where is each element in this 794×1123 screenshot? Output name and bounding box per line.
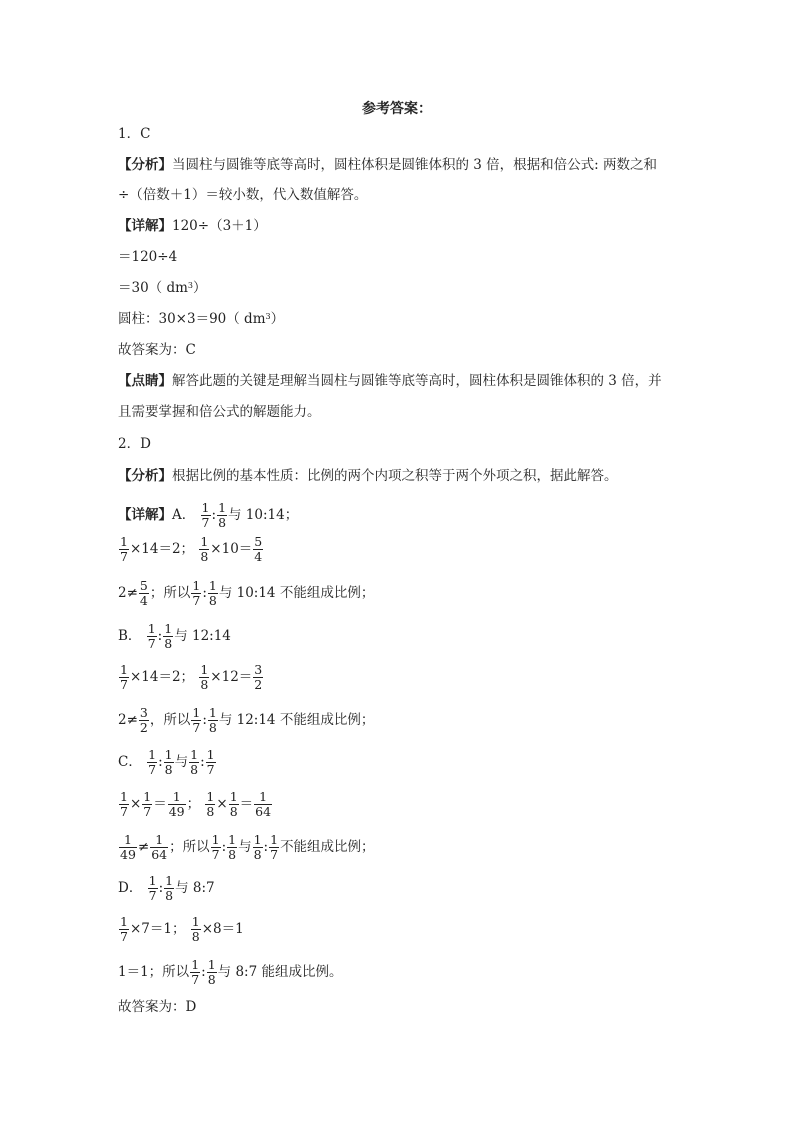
- q2-c-calc: $\frac{1}{7}$ × $\frac{1}{7}$ ＝ $\frac{1}{49}$ ； $\frac{1}{8}$ × $\frac{1}{8}$ ＝ $\frac{1}{64}$: [120, 789, 272, 819]
- q2-a-calc: $\frac{1}{7}$ ×14＝2； $\frac{1}{8}$ ×10＝ $\frac{5}{4}$: [120, 534, 263, 564]
- q2-b-calc: $\frac{1}{7}$ ×14＝2； $\frac{1}{8}$ ×12＝ $\frac{3}{2}$: [120, 662, 263, 692]
- q1-analysis: [118, 155, 657, 175]
- page-title: 参考答案：: [362, 101, 432, 117]
- analysis-tag: 【分析】: [118, 157, 172, 173]
- q1-comment-line1: 解答此题的关键是理解当圆柱与圆锥等底等高时，圆柱体积是圆锥体积的 3 倍，并: [172, 373, 662, 389]
- q1-analysis-line1: 当圆柱与圆锥等底等高时，圆柱体积是圆锥体积的 3 倍，根据和倍公式: 两数之和: [172, 157, 658, 173]
- q1-cylinder: 圆柱：30×3＝90（ $dm^3$）: [118, 311, 285, 327]
- q2-option-d: D． $\frac{1}{7}$ : $\frac{1}{8}$ 与 8:7: [118, 873, 215, 903]
- q2-b-conclusion: 2≠ $\frac{3}{2}$ ，所以 $\frac{1}{7}$ : $\frac{1}{8}$ 与 12:14 不能组成比例；: [118, 705, 375, 735]
- q1-detail: [118, 216, 267, 236]
- q1-analysis-line2: ÷（倍数＋1）＝较小数，代入数值解答。: [118, 187, 368, 203]
- q2-analysis: 【分析】根据比例的基本性质：比例的两个内项之积等于两个外项之积，据此解答。: [118, 468, 618, 484]
- q2-option-b: B． $\frac{1}{7}$ : $\frac{1}{8}$ 与 12:14: [118, 621, 231, 651]
- detail-tag: 【详解】: [118, 218, 172, 234]
- q1-step3: ＝30（ $dm^3$）: [118, 280, 207, 296]
- q2-option-c: C． $\frac{1}{7}$ : $\frac{1}{8}$ 与 $\frac{1}{8}$ : $\frac{1}{7}$: [118, 747, 215, 777]
- q1-comment-line2: 且需要掌握和倍公式的解题能力。: [118, 404, 321, 420]
- q2-a-conclusion: 2≠ $\frac{5}{4}$ ；所以 $\frac{1}{7}$ : $\frac{1}{8}$ 与 10:14 不能组成比例；: [118, 578, 375, 608]
- q1-comment: [118, 371, 662, 391]
- q1-number: 1．C: [118, 126, 151, 142]
- q2-c-conclusion: $\frac{1}{49}$ ≠ $\frac{1}{64}$ ；所以 $\frac{1}{7}$ : $\frac{1}{8}$ 与 $\frac{1}{8}$ : $\frac{1}{7}$ 不能组成比例；: [120, 832, 375, 862]
- comment-tag: 【点睛】: [118, 373, 172, 389]
- q2-option-a: 【详解】A． $\frac{1}{7}$ : $\frac{1}{8}$ 与 10:14；: [118, 500, 299, 530]
- q1-step2: ＝120÷4: [118, 249, 178, 265]
- q2-number: 2．D: [118, 436, 151, 452]
- q1-answer: 故答案为：C: [118, 342, 196, 358]
- q2-answer: 故答案为：D: [118, 999, 197, 1015]
- q2-d-conclusion: 1＝1；所以 $\frac{1}{7}$ : $\frac{1}{8}$ 与 8:7 能组成比例。: [118, 957, 343, 987]
- q1-detail-line1: 120÷（3＋1）: [172, 218, 267, 234]
- q2-d-calc: $\frac{1}{7}$ ×7＝1； $\frac{1}{8}$ ×8＝1: [120, 914, 244, 944]
